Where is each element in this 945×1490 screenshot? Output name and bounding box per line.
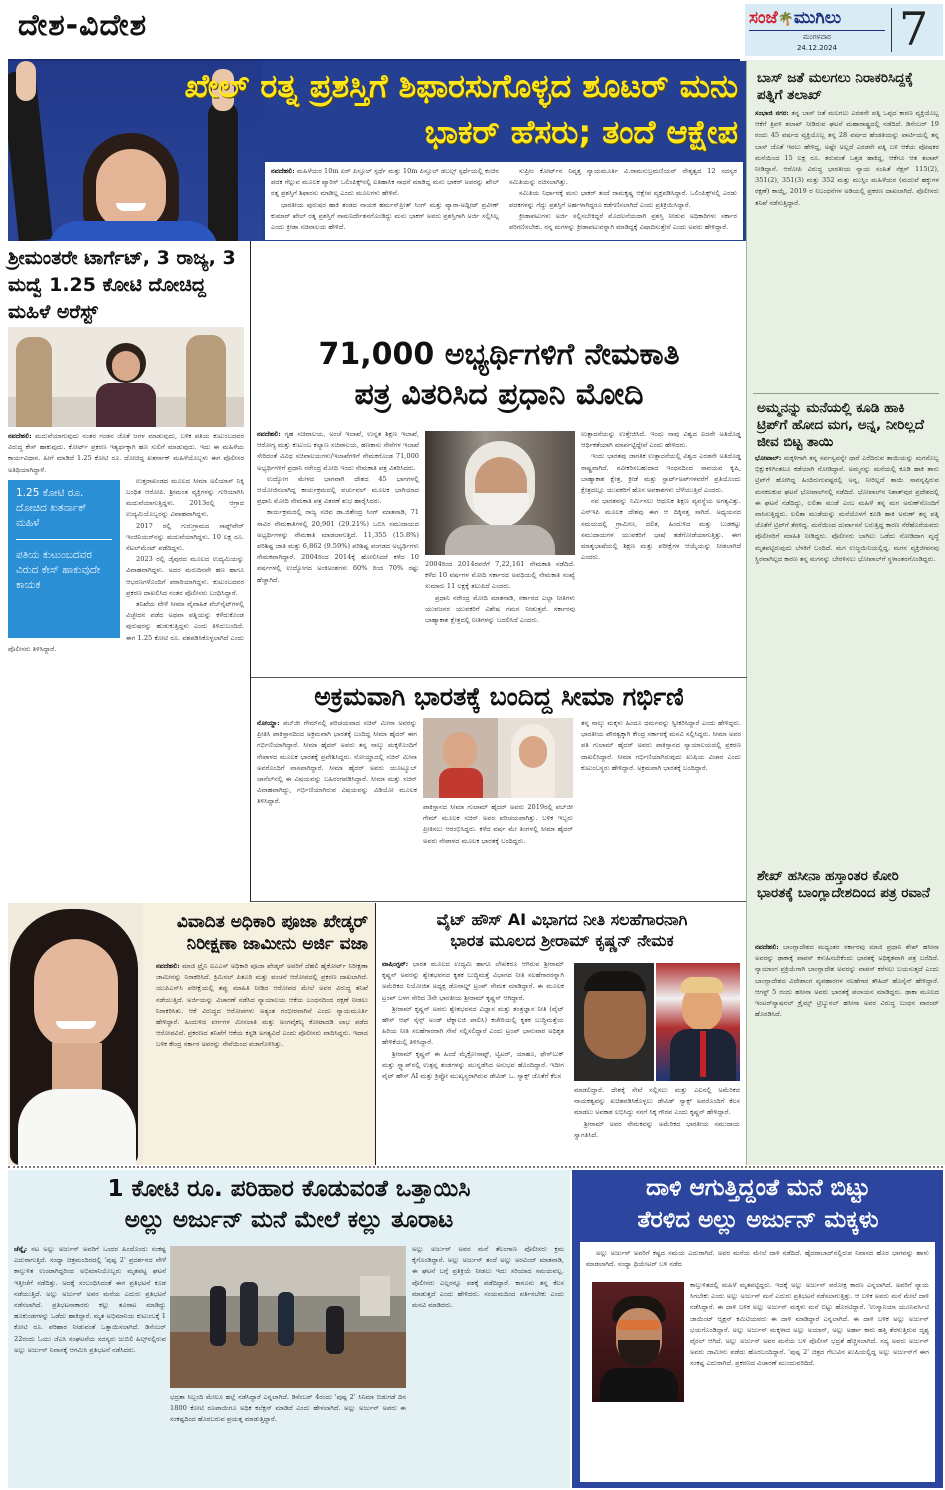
left-story-dateline: ನವದೆಹಲಿ: bbox=[8, 432, 32, 440]
paragraph: ಶ್ರೀರಾಮ್ ಅವರ ನೇಮಕವನ್ನು ಅಮೆರಿಕದ ಭಾರತೀಯ ಸಮುದಾಯ ಸ್ವಾಗತಿಸಿದೆ. bbox=[574, 1119, 740, 1139]
masthead-name-part2: ಮುಗಿಲು bbox=[793, 8, 842, 28]
allu-col2 bbox=[170, 1392, 406, 1484]
paragraph: ಇಂದು ಭಾರತವು ಜಾಗತಿಕ ಉತ್ಪಾದನೆಯಲ್ಲಿ ವಿಶ್ವದ ಎರಡನೇ ಅತಿದೊಡ್ಡ ರಾಷ್ಟ್ರವಾಗಿದೆ. ನವೀಕರಿಸಬಹುದಾದ ಇಂಧನದಿಂದ ಸಾವಯವ ಕೃಷಿ, ಬಾಹ್ಯಾಕಾಶ ಕ್ಷೇತ್ರ, ಕ್ರೀಡೆ ಮತ್ತು ಸ್ಟಾರ್ಟ್‌ಅಪ್‌ಗಳವರೆಗೆ ಪ್ರತಿಯೊಂದು ಕ್ಷೇತ್ರದಲ್ಲೂ ಯುವಕರಿಗೆ ಹೊಸ ಅವಕಾಶಗಳು ಬೆಳೆಯುತ್ತಿವೆ ಎಂದರು. bbox=[581, 452, 741, 495]
pooja-photo bbox=[8, 903, 143, 1165]
paragraph: ಮಕ್ಕಳಿಗಾಗಿ ತನ್ನ ಸರ್ವಸ್ವವನ್ನೇ ಧಾರೆ ಎರೆದಿರುವ ತಾಯಿಯನ್ನು ಮಗನೊಬ್ಬ ಭಿಕ್ಷುಕಳಿಗಿಂತಲೂ ಕಡೆಯಾಗಿ ನೋಡಿದ್ದಾನೆ. ಅಮ್ಮನನ್ನು ಮನೆಯಲ್ಲಿ ಕೂಡಿ ಹಾಕಿ ತಾನು ಟ್ರಿಪ್‌ಗೆ ಹೋಗಿದ್ದ ಹಿಂದಿರುಗುವಷ್ಟರಲ್ಲಿ ಅನ್ನ, ನೀರಿಲ್ಲದೆ ತಾಯಿ ಸಾವನ್ನಪ್ಪಿರುವ ಮನಕಲಕುವ ಘಟನೆ ಭೋಪಾಲ್‌ನಲ್ಲಿ ನಡೆದಿದೆ. ಭೋಪಾಲ್‌ನ ನಿಶಾತ್‌ಪುರ ಪ್ರದೇಶದಲ್ಲಿ ಈ ಘಟನೆ ನಡೆದಿದ್ದು, ಲಲಿತಾ ಮುಡೆ ಎಂಬ ಮಹಿಳೆ ತನ್ನ ಮಗ ಅರುಣ್‌ನೊಂದಿಗೆ ವಾಸಿಸುತ್ತಿದ್ದರು. ಲಲಿತಾ ಮುಡೆಯನ್ನು ಮನೆಯೊಳಗೆ ಕೂಡಿ ಹಾಕಿ ಅರುಣ್ ತನ್ನ ಪತ್ನಿ ಜೊತೆಗೆ ಟ್ರಿಪ್‌ಗೆ ತೆರಳಿದ್ದ. ಮನೆಯಿಂದ ದುರ್ವಾಸನೆ ಬರುತ್ತಿದ್ದ ಕಾರಣ ನೆರೆಹೊರೆಯವರು ಪೊಲೀಸರಿಗೆ ಮಾಹಿತಿ ನೀಡಿದ್ದರು. ಪೊಲೀಸರು ಬಾಗಿಲು ಒಡೆದು ನೋಡಿದಾಗ ವೃದ್ಧೆ ಮೃತಪಟ್ಟಿರುವುದು ಬೆಳಕಿಗೆ ಬಂದಿದೆ. ಮಗ ಉಜ್ಜಯಿನಿಯಲ್ಲಿದ್ದ. ಮಗನ ವ್ಯಕ್ತಿಜೀವನವು ಸ್ಥಿರವಾಗಿಲ್ಲದ ಕಾರಣ ತನ್ನ ಮಗನನ್ನು ಬೇರಳಿಸಲು ಭೋಪಾಲ್‌ಗೆ ಸ್ಥಳಾಂತರಗೊಂಡಿದ್ದರು. bbox=[755, 454, 939, 563]
ai-headline bbox=[382, 909, 742, 951]
rail-divider bbox=[753, 393, 939, 394]
left-story bbox=[8, 241, 250, 901]
lead-story bbox=[8, 61, 746, 241]
left-story-body bbox=[8, 431, 244, 896]
allu-kids-body-box bbox=[580, 1242, 935, 1482]
allu-dateline: ಚೆನ್ನೈ: bbox=[14, 1245, 28, 1253]
paragraph: ಅಲ್ಲು ಅರ್ಜುನ್ ಅವರ ಮನೆ ತೆಲಂಗಾಣ ಪೊಲೀಸರು ಕ್ರಮ ಕೈಗೊಂಡಿದ್ದಾರೆ. ಅಲ್ಲು ಅರ್ಜುನ್ ತಂದೆ ಅಲ್ಲು ಅರವಿಂದ್ ಮಾತನಾಡಿ, ಈ ಘಟನೆ ಬಗ್ಗೆ ಪ್ರತಿಕ್ರಿಯೆ ನೀಡಲು ಇದು ಸರಿಯಾದ ಸಮಯವಲ್ಲ. ಪೊಲೀಸರು ಎಲ್ಲರನ್ನೂ ವಶಕ್ಕೆ ಪಡೆದಿದ್ದಾರೆ. ಕಾನೂನು ತನ್ನ ಕೆಲಸ ಮಾಡುತ್ತದೆ ಎಂದು ಹೇಳಿದರು. ಸಂಯಮದಿಂದ ವರ್ತಿಸಬೇಕು ಎಂದು ಮನವಿ ಮಾಡಿದರು. bbox=[412, 1245, 564, 1310]
callout-line2: ಪತಿಯ ಕುಟುಂಬದವರ ವಿರುದ ಕೇಸ್ ಹಾಕುವುದೇ ಕಾಯಕ bbox=[16, 548, 101, 591]
section-title: ದೇಶ-ವಿದೇಶ bbox=[18, 8, 148, 43]
allu-arjun-photo bbox=[592, 1282, 684, 1402]
paragraph: 2004ರಿಂದ 2014ರವರೆಗೆ 7,22,161 ನೇಮಕಾತಿ ನಡೆದಿದೆ. ಕಳೆದ 10 ವರ್ಷಗಳ ಮೋದಿ ಸರ್ಕಾರದ ಅವಧಿಯಲ್ಲಿ ನೇಮಕಾತಿ ಸಂಖ್ಯೆ ಸುಮಾರು 11 ಲಕ್ಷಕ್ಕೆ ತಲುಪಿದೆ ಎಂದರು. bbox=[425, 560, 575, 591]
paragraph: ತನಿಖೆಯ ವೇಳೆ ಸೀಮಾ ವೈವಾಹಿಕ ವೆಬ್‌ಸೈಟ್‌ಗಳಲ್ಲಿ ವಿಚ್ಛೇದನ ಪಡೆದ ಅಥವಾ ಪತ್ನಿಯನ್ನು ಕಳೆದುಕೊಂಡ ಪುರುಷರನ್ನು ಹುಡುಕುತ್ತಿದ್ದಳು ಎಂದು ತಿಳಿದುಬಂದಿದೆ. ಈಗ 1.25 ಕೋಟಿ ರೂ. ವಶಪಡಿಸಿಕೊಳ್ಳಲಾಗಿದೆ ಎಂದು ಪೊಲೀಸರು ತಿಳಿಸಿದ್ದಾರೆ. bbox=[8, 600, 244, 653]
paragraph: ಪ್ರಧಾನಿ ನರೇಂದ್ರ ಮೋದಿ ಮಾತನಾಡಿ, ಸರ್ಕಾರದ ಎಲ್ಲಾ ನೀತಿಗಳು ಯುವಜನರ ಯುವಕರಿಗೆ ವಿಶೇಷ ಗಮನ ನೀಡುತ್ತವೆ. ಸರ್ಕಾರವು ಬಾಹ್ಯಾಕಾಶ ಕ್ಷೇತ್ರದಲ್ಲಿ ನೀತಿಗಳನ್ನು ಬದಲಿಸಿದೆ ಎಂದರು. bbox=[425, 593, 575, 625]
modi-col2 bbox=[425, 559, 575, 675]
pooja-headline bbox=[128, 911, 368, 955]
allu-kids-story bbox=[572, 1170, 943, 1488]
allu-kids-headline bbox=[578, 1172, 938, 1236]
seema-story bbox=[250, 680, 746, 902]
masthead-underline bbox=[749, 30, 885, 31]
allu-kids-text bbox=[690, 1280, 929, 1404]
paragraph: ಪಾಕಿಸ್ತಾನದ ಸೀಮಾ ಗುಲಾಮ್ ಹೈದರ್ ಅವರು 2019ರಲ್ಲಿ ಪಬ್‌ಜೀ ಗೇಮ್ ಮೂಲಕ ಸಚಿನ್ ಅವರ ಪರಿಚಯವಾಗಿತ್ತು. ಬಳಿಕ ಇಬ್ಬರು ಪ್ರೀತಿಸಲು ಆರಂಭಿಸಿದ್ದರು. ಕಳೆದ ವರ್ಷ ಮೇ ತಿಂಗಳಲ್ಲಿ ಸೀಮಾ ಹೈದರ್ ಅವರು ನೇಪಾಳದ ಮೂಲಕ ಭಾರತಕ್ಕೆ ಬಂದಿದ್ದರು. bbox=[423, 803, 573, 845]
paragraph: ಕ್ರೀಡಾಪಟುಗಳು ಅರ್ಜಿ ಸಲ್ಲಿಸಬೇಕಿದ್ದರೆ ಮೊದಲನೆಯದಾಗಿ ಪ್ರಶಸ್ತಿ ನೀಡುವ ಅಧಿಕಾರಿಗಳು ಸರ್ಕಾರ ಪರಿಗಣಿಸಬೇಕು. ನನ್ನ ಮಗಳನ್ನು ಕ್ರೀಡಾಪಟುವನ್ನಾಗಿ ಮಾಡಿದ್ದಕ್ಕೆ ವಿಷಾದಿಸುತ್ತೇನೆ ಎಂದು ಅವರು ಹೇಳಿದ್ದಾರೆ. bbox=[509, 211, 737, 232]
palm-tree-icon: 🌴 bbox=[777, 12, 794, 27]
modi-headline bbox=[255, 335, 743, 415]
page-number: 7 bbox=[899, 2, 929, 56]
modi-col1 bbox=[257, 429, 419, 675]
allu-kids-intro bbox=[586, 1248, 929, 1280]
paragraph: ತನ್ನ ಬಾಸ್ ಜತೆ ಮಲಗಲು ಎರಡನೇ ಪತ್ನಿ ಒಪ್ಪದ ಕಾರಣ ವ್ಯಕ್ತಿಯೊಬ್ಬ ಆಕೆಗೆ ತ್ರಿವಳಿ ತಲಾಖ್ ನೀಡಿರುವ ಘಟನೆ ಮಹಾರಾಷ್ಟ್ರದಲ್ಲಿ ನಡೆದಿದೆ. ಡಿಸೆಂಬರ್ 19 ರಂದು 45 ವರ್ಷದ ವ್ಯಕ್ತಿಯೊಬ್ಬ ತನ್ನ 28 ವರ್ಷದ ಹೆಂಡತಿಯನ್ನು ಪಾರ್ಟಿಯಲ್ಲಿ ತನ್ನ ಬಾಸ್ ಜೊತೆ ಇರಲು ಹೇಳಿದ್ದ, ಅಷ್ಟೇ ಅಲ್ಲದೆ ಎರಡನೇ ಪತ್ನಿ ಬಳಿ ಆಕೆಯ ಪೋಷಕರ ಮನೆಯಿಂದ 15 ಲಕ್ಷ ರೂ. ತರುವಂತೆ ಒತ್ತಡ ಹಾಕಿದ್ದ, ಆಕೆಗೂ ಆತ ತಲಾಖ್ ನೀಡಿದ್ದಾನೆ. ಆರೋಪಿ ವಿರುದ್ಧ ಭಾರತೀಯ ನ್ಯಾಯ ಸಂಹಿತೆ ಸೆಕ್ಷನ್ 115(2), 351(2), 351(3) ಮತ್ತು 352 ಮತ್ತು ಮುಸ್ಲಿಂ ಮಹಿಳೆಯರ (ಮದುವೆ ಹಕ್ಕುಗಳ ರಕ್ಷಣೆ) ಕಾಯ್ದೆ, 2019 ರ ನಿಬಂಧನೆಗಳ ಅಡಿಯಲ್ಲಿ ಪ್ರಕರಣ ದಾಖಲಾಗಿದೆ. ಪೊಲೀಸರು ತನಿಖೆ ನಡೆಸುತ್ತಿದ್ದಾರೆ. bbox=[755, 109, 939, 207]
paragraph: 2023 ರಲ್ಲಿ ಜೈಪುರದ ಮೂಲದ ಉದ್ಯಮಿಯನ್ನು ವಿವಾಹವಾಗಿದ್ದಳು. ಅದರ ಮರುದಿನವೇ ಹಣ ಹಾಗೂ ಆಭರಣಗಳೊಂದಿಗೆ ಪರಾರಿಯಾಗಿದ್ದಳು. ಕುಟುಂಬದವರ ಪ್ರಕರಣ ದಾಖಲಿಸಿದ ನಂತರ ಪೊಲೀಸರು ಬಂಧಿಸಿದ್ದಾರೆ. bbox=[126, 555, 244, 597]
paragraph: ಉದ್ಯೋಗ ಮೇಳದ ಭಾಗವಾಗಿ ದೇಶದ 45 ಭಾಗಗಳಲ್ಲಿ ಆಯೋಜಿಸಲಾಗಿದ್ದ ಕಾರ್ಯಕ್ರಮದಲ್ಲಿ ವರ್ಚುವಲ್ ಮೂಲಕ ಭಾಗಿಯಾದ ಪ್ರಧಾನಿ ಮೋದಿ ನೇಮಕಾತಿ ಪತ್ರ ವಿತರಣೆ ಶುಭ ಹಾರೈಸಿದರು. bbox=[257, 474, 419, 506]
rail-story2-headline: ಅಮ್ಮನನ್ನು ಮನೆಯಲ್ಲಿ ಕೂಡಿ ಹಾಕಿ ಟ್ರಿಪ್‌ಗೆ ಹೋದ ಮಗ, ಅನ್ನ, ನೀರಿಲ್ಲದೆ ಜೀವ ಬಿಟ್ಟ ತಾಯಿ bbox=[757, 400, 924, 450]
paragraph: ಮಾಡಲಿದ್ದಾರೆ. ದೇಶಕ್ಕೆ ಸೇವೆ ಸಲ್ಲಿಸಲು ಮತ್ತು ಎಐನಲ್ಲಿ ಅಮೆರಿಕದ ನಾಯಕತ್ವವನ್ನು ಖಚಿತಪಡಿಸಿಕೊಳ್ಳಲು ಡೇವಿಡ್ ಸ್ಯಾಕ್ಸ್ ಅವರೊಂದಿಗೆ ಕೆಲಸ ಮಾಡಲು ಅವಕಾಶ ಲಭಿಸಿದ್ದು ನನಗೆ ಸಿಕ್ಕ ಗೌರವ ಎಂದು ಕೃಷ್ಣನ್ ಹೇಳಿದ್ದಾರೆ. bbox=[574, 1086, 740, 1117]
ai-photo bbox=[574, 963, 740, 1081]
lead-headline bbox=[18, 63, 738, 155]
seema-col1 bbox=[257, 718, 417, 898]
modi-headline-line1: 71,000 ಅಭ್ಯರ್ಥಿಗಳಿಗೆ ನೇಮಕಾತಿ bbox=[318, 337, 680, 372]
pooja-story bbox=[8, 903, 375, 1165]
modi-dateline: ನವದೆಹಲಿ: bbox=[257, 430, 281, 438]
ai-story bbox=[375, 903, 746, 1165]
paragraph: ಶ್ರೀರಾಮ್ ಕೃಷ್ಣನ್ ಈ ಹಿಂದೆ ಮೈಕ್ರೋಸಾಫ್ಟ್, ಟ್ವಿಟರ್, ಯಾಹೂ, ಫೇಸ್‌ಬುಕ್ ಮತ್ತು ಸ್ನ್ಯಾಪ್‌ನಲ್ಲಿ ಉತ್ಪನ್ನ ತಂಡಗಳನ್ನು ಮುನ್ನಡೆಸಿದ ಅನುಭವ ಹೊಂದಿದ್ದಾರೆ. ಇದೀಗ ವೈಟ್ ಹೌಸ್ AI ಮತ್ತು ಕ್ರಿಪ್ಟೋ ಮುಖ್ಯಸ್ಥರಾಗಿರುವ ಡೇವಿಡ್ ಒ. ಸ್ಯಾಕ್ಸ್ ಜೊತೆಗೆ ಕೆಲಸ bbox=[382, 1049, 564, 1081]
paragraph: ಗೃಹ ಸಚಿವಾಲಯ, ಅಂಚೆ ಇಲಾಖೆ, ಉನ್ನತ ಶಿಕ್ಷಣ ಇಲಾಖೆ, ಆರೋಗ್ಯ ಮತ್ತು ಕುಟುಂಬ ಕಲ್ಯಾಣ ಸಚಿವಾಲಯ, ಹಣಕಾಸು ಸೇವೆಗಳ ಇಲಾಖೆ ಸೇರಿದಂತೆ ವಿವಿಧ ಸಚಿವಾಲಯಗಳು/ಇಲಾಖೆಗಳಿಗೆ ನೇಮಕಗೊಂಡ 71,000 ಅಭ್ಯರ್ಥಿಗಳಿಗೆ ಪ್ರಧಾನಿ ನರೇಂದ್ರ ಮೋದಿ ಇಂದು ನೇಮಕಾತಿ ಪತ್ರ ವಿತರಿಸಿದರು. bbox=[257, 430, 419, 472]
rail-story3-dateline: ನವದೆಹಲಿ: bbox=[755, 943, 779, 951]
pooja-headline-line1: ವಿವಾದಿತ ಅಧಿಕಾರಿ ಪೂಜಾ ಖೇಡ್ಕರ್ bbox=[176, 912, 368, 932]
rail-story1-dateline: ಸಂಭಾಜಿ ನಗರ: bbox=[755, 109, 789, 117]
paragraph: ಬಾಂಗ್ಲಾದೇಶದ ಮಧ್ಯಂತರ ಸರ್ಕಾರವು ಮಾಜಿ ಪ್ರಧಾನಿ ಶೇಖ್ ಹಸೀನಾ ಅವರನ್ನು ಢಾಕಾಕ್ಕೆ ವಾಪಸ್ ಕಳುಹಿಸಬೇಕೆಂದು ಭಾರತಕ್ಕೆ ಅಧಿಕೃತವಾಗಿ ಪತ್ರ ಬರೆದಿದೆ. ನ್ಯಾಯಾಂಗ ಪ್ರಕ್ರಿಯೆಗಾಗಿ ಬಾಂಗ್ಲಾದೇಶ ಅವರನ್ನು ವಾಪಸ್ ಕರೆಸಲು ಬಯಸುತ್ತದೆ ಎಂದು ಬಾಂಗ್ಲಾದೇಶದ ವಿದೇಶಾಂಗ ವ್ಯವಹಾರಗಳ ಸಲಹೆಗಾರ ತೌಹಿದ್ ಹೊಸೈನ್ ಹೇಳಿದ್ದಾರೆ. ಆಗಸ್ಟ್ 5 ರಂದು ಹಸೀನಾ ಅವರು ಭಾರತಕ್ಕೆ ಪಲಾಯನ ಮಾಡಿದ್ದರು. ಢಾಕಾ ಮೂಲದ ಇಂಟರ್‌ನ್ಯಾಷನಲ್ ಕ್ರೈಮ್ಸ್ ಟ್ರಿಬ್ಯುನಲ್ ಹಸೀನಾ ಅವರ ವಿರುದ್ಧ ಬಂಧನ ವಾರಂಟ್ ಹೊರಡಿಸಿದೆ. bbox=[755, 943, 939, 1019]
seema-headline: ಅಕ್ರಮವಾಗಿ ಭಾರತಕ್ಕೆ ಬಂದಿದ್ದ ಸೀಮಾ ಗರ್ಭಿಣಿ bbox=[314, 682, 684, 711]
paragraph: ಉತ್ತರಾಖಂಡದ ಮೂಲದ ಸೀಮಾ ಅಲಿಯಾಸ್ ನಿಕ್ಕಿ ಬಂಧಿತ ಆರೋಪಿ. ಶ್ರೀಮಂತ ವ್ಯಕ್ತಿಗಳನ್ನು ಗುರಿಯಾಗಿಸಿ ಮದುವೆಯಾಗುತ್ತಿದ್ದಳು. 2013ರಲ್ಲಿ ಆಗ್ರಾದ ಉದ್ಯಮಿಯೊಬ್ಬರನ್ನು ವಿವಾಹವಾಗಿದ್ದಳು. bbox=[126, 476, 244, 519]
pooja-headline-line2: ನಿರೀಕ್ಷಣಾ ಜಾಮೀನು ಅರ್ಜಿ ವಜಾ bbox=[186, 934, 368, 954]
left-story-photo bbox=[8, 327, 244, 427]
paragraph: ಸುಪ್ರೀಂ ಕೋರ್ಟ್‌ನ ನಿವೃತ್ತ ನ್ಯಾಯಮೂರ್ತಿ ವಿ.ರಾಮಸುಬ್ರಮಣಿಯನ್ ನೇತೃತ್ವದ 12 ಸದಸ್ಯರ ಸಮಿತಿಯನ್ನು ರಚಿಸಲಾಗಿತ್ತು. bbox=[509, 167, 737, 187]
seema-col2 bbox=[423, 802, 573, 898]
paragraph: ಮದುವೆಯಾಗುವುದು ನಂತರ ಗಂಡನ ಜೊತೆ ಜಗಳ ಮಾಡುವುದು, ಬಳಿಕ ಪತಿಯ ಕುಟುಂಬದವರ ವಿರುದ್ಧ ಕೇಸ್ ಹಾಕುವುದು. ಕೋರ್ಟ್ ಪ್ರಕರಣ ಇತ್ಯರ್ಥಕ್ಕಾಗಿ ಹಣ ಸುಲಿಗೆ ಮಾಡುವುದು. ಇದು ಈ ಮಹಿಳೆಯ ಕಾರ್ಯವಿಧಾನ. ಹೀಗೆ ಮಾಡಿದೆ 1.25 ಕೋಟಿ ರೂ. ದೋಚಿದ್ದ ಖತರ್ನಾಕ್ ಮಹಿಳೆಯೊಬ್ಬಳು ಈಗ ಪೊಲೀಸರ ಅತಿಥಿಯಾಗಿದ್ದಾಳೆ. bbox=[8, 432, 244, 474]
paragraph: ಮಾಜಿ ಟ್ರೈನಿ ಐಎಎಸ್ ಅಧಿಕಾರಿ ಪೂಜಾ ಖೇಡ್ಕರ್ ಅವರಿಗೆ ದೆಹಲಿ ಹೈಕೋರ್ಟ್ ನಿರೀಕ್ಷಣಾ ಜಾಮೀನನ್ನು ನಿರಾಕರಿಸಿದೆ. ಕ್ರಿಮಿನಲ್ ಪಿತೂರಿ ಮತ್ತು ವಂಚನೆ ಆರೋಪದಲ್ಲಿ ಪ್ರಕರಣ ದಾಖಲಾಗಿದೆ. ಯುಪಿಎಸ್‌ಸಿ ಪರೀಕ್ಷೆಯಲ್ಲಿ ತಪ್ಪು ಮಾಹಿತಿ ನೀಡಿದ ಆರೋಪದ ಮೇಲೆ ಅವರ ವಿರುದ್ಧ ತನಿಖೆ ನಡೆಯುತ್ತಿದೆ. ಅರ್ಜಿಯನ್ನು ವಿಚಾರಣೆ ನಡೆಸಿದ ನ್ಯಾಯಾಲಯ ಆಕೆಯ ಬಂಧನದಿಂದ ರಕ್ಷಣೆ ನೀಡಲು ನಿರಾಕರಿಸಿತು. ಆಕೆ ವಿರುದ್ಧದ ಆರೋಪಗಳು ಅತ್ಯಂತ ಗಂಭೀರವಾಗಿವೆ ಎಂದು ನ್ಯಾಯಮೂರ್ತಿ ಹೇಳಿದ್ದಾರೆ. ಹಿಂದುಳಿದ ವರ್ಗಗಳ ಮೀಸಲಾತಿ ಮತ್ತು ಅಂಗವೈಕಲ್ಯ ಕೋಟಾದಡಿ ಲಾಭ ಪಡೆದ ಆರೋಪವಿದೆ. ಪ್ರಕರಣದ ತನಿಖೆಗೆ ಆಕೆಯ ಕಸ್ಟಡಿ ಅಗತ್ಯವಿದೆ ಎಂದು ಪೊಲೀಸರು ವಾದಿಸಿದ್ದರು. ಇದಾದ ಬಳಿಕ ಕೇಂದ್ರ ಸರ್ಕಾರ ಅವರನ್ನು ಸೇವೆಯಿಂದ ವಜಾಗೊಳಿಸಿತ್ತು. bbox=[156, 962, 368, 1049]
rail-story3-headline: ಶೇಖ್ ಹಸೀನಾ ಹಸ್ತಾಂತರ ಕೋರಿ ಭಾರತಕ್ಕೆ ಬಾಂಗ್ಲಾದೇಶದಿಂದ ಪತ್ರ ರವಾನೆ bbox=[757, 868, 930, 901]
pooja-dateline: ನವದೆಹಲಿ: bbox=[156, 962, 180, 970]
masthead-date: 24.12.2024 bbox=[796, 44, 838, 52]
paragraph: ಅಲ್ಲು ಅರ್ಜುನ್ ಅವರಿಗೆ ಕಷ್ಟದ ಸಮಯ ಎದುರಾಗಿದೆ. ಅವರ ಮನೆಯ ಮೇಲೆ ದಾಳಿ ನಡೆದಿದೆ. ಹೈದರಾಬಾದ್‌ನಲ್ಲಿರುವ ನಿವಾಸದ ಹೊರ ಭಾಗವನ್ನು ಹಾಳು ಮಾಡಲಾಗಿದೆ. ಸಂಧ್ಯಾ ಥಿಯೇಟರ್ ಬಳಿ ನಡೆದ bbox=[586, 1249, 929, 1269]
ai-headline-line2: ಭಾರತ ಮೂಲದ ಶ್ರೀರಾಮ್ ಕೃಷ್ಣನ್ ನೇಮಕ bbox=[450, 931, 674, 950]
lead-dateline: ನವದೆಹಲಿ: bbox=[271, 167, 295, 175]
lead-article-body bbox=[265, 162, 743, 240]
allu-photo bbox=[170, 1246, 406, 1388]
allu-col3 bbox=[412, 1244, 564, 1484]
paragraph: ಕಾಲ್ತುಳಿತದಲ್ಲಿ ಮಹಿಳೆ ಮೃತಪಟ್ಟಿದ್ದರು. ಇದಕ್ಕೆ ಅಲ್ಲು ಅರ್ಜುನ್ ಪರೋಕ್ಷ ಕಾರಣ ಎನ್ನಲಾಗಿದೆ. ಅವರಿಗೆ ನ್ಯಾಯ ಸಿಗಬೇಕು ಎಂದು ಅಲ್ಲು ಅರ್ಜುನ್ ಮನೆ ಎದುರು ಪ್ರತಿಭಟನೆ ನಡೆಸಲಾಗುತ್ತಿತ್ತು. ಆ ಬಳಿಕ ಅವರು ಮನೆ ಮೇಲೆ ದಾಳಿ ನಡೆಸಿದ್ದಾರೆ. ಈ ದಾಳಿ ಬಳಿಕ ಅಲ್ಲು ಅರ್ಜುನ್ ಮಕ್ಕಳು ಮನೆ ಬಿಟ್ಟು ಹೊರಟಿದ್ದಾರೆ. 'ಉಸ್ಮಾನಿಯಾ ಯೂನಿವರ್ಸಿಟಿ ಜಾಯಿಂಟ್ ಆ್ಯಕ್ಷನ್ ಕಮಿಟಿಯವರು ಈ ದಾಳಿ ಮಾಡಿದ್ದಾರೆ ಎನ್ನಲಾಗಿದೆ. ಈ ದಾಳಿ ಬಳಿಕ ಅಲ್ಲು ಅರ್ಜುನ್ ಭಯಗೊಂಡಿದ್ದಾರೆ. ಅಲ್ಲು ಅರ್ಜುನ್ ಮಕ್ಕಳಾದ ಅಲ್ಲು ಅಯಾನ್, ಅಲ್ಲು ಅರ್ಹಾ ಕಾರು ಹತ್ತಿ ತೆರಳುತ್ತಿರುವ ದೃಶ್ಯ ವೈರಲ್ ಆಗಿದೆ. ಅಲ್ಲು ಅರ್ಜುನ್ ಅವರ ಮನೆಯ ಬಳಿ ಪೊಲೀಸ್ ಭದ್ರತೆ ಹೆಚ್ಚಿಸಲಾಗಿದೆ. ಸದ್ಯ ಅವರು ಅರ್ಜುನ್ ಅವರು ಜಾಮೀನು ಪಡೆದು ಹೊರಬಂದಿದ್ದಾರೆ. 'ಪುಷ್ಪ 2' ಚಿತ್ರದ ಗೆಲುವಿನ ಖುಷಿಯಲ್ಲಿದ್ದ ಅಲ್ಲು ಅರ್ಜುನ್‌ಗೆ ಈಗ ಸಂಕಷ್ಟ ಎದುರಾಗಿದೆ. ಪ್ರಕರಣದ ವಿಚಾರಣೆ ಮುಂದುವರಿದಿದೆ. bbox=[690, 1281, 929, 1368]
allu-headline-line1: 1 ಕೋಟಿ ರೂ. ಪರಿಹಾರ ಕೊಡುವಂತೆ ಒತ್ತಾಯಿಸಿ bbox=[107, 1176, 471, 1202]
ai-col1 bbox=[382, 959, 564, 1161]
paragraph: 2017 ರಲ್ಲಿ ಗುರುಗ್ರಾಮದ ಸಾಫ್ಟ್‌ವೇರ್ ಇಂಜಿನಿಯರ್‌ನನ್ನು ಮದುವೆಯಾಗಿದ್ದಳು. 10 ಲಕ್ಷ ರೂ. ಸೆಟಲ್‌ಮೆಂಟ್ ಪಡೆದಿದ್ದಳು. bbox=[126, 521, 244, 553]
paragraph: ಕಾರ್ಯಕ್ರಮದಲ್ಲಿ ರಾಜ್ಯ ಸಚಿವ ಡಾ.ಜಿತೇಂದ್ರ ಸಿಂಗ್ ಮಾತನಾಡಿ, 71 ಸಾವಿರ ನೇಮಕಾತಿಗಳಲ್ಲಿ 20,901 (29.21%) ಒಬಿಸಿ ಸಮುದಾಯದ ಅಭ್ಯರ್ಥಿಗಳನ್ನು ನೇಮಕಾತಿ ಮಾಡಲಾಗುತ್ತಿದೆ. 11,355 (15.8%) ಪರಿಶಿಷ್ಟ ಜಾತಿ ಮತ್ತು 6,862 (9.59%) ಪರಿಶಿಷ್ಟ ಪಂಗಡದ ಅಭ್ಯರ್ಥಿಗಳು ನೇಮಕವಾಗಿದ್ದಾರೆ. 2004ರಿಂದ 2014ಕ್ಕೆ ಹೋಲಿಸಿದರೆ ಕಳೆದ 10 ವರ್ಷಗಳಲ್ಲಿ ಉದ್ಯೋಗದ ಅಂಕಿಅಂಶಗಳು 60% ರಿಂದ 70% ರಷ್ಟು ಹೆಚ್ಚಾಗಿದೆ. bbox=[257, 508, 419, 584]
ai-dateline: ವಾಷಿಂಗ್ಟನ್: bbox=[382, 960, 409, 968]
pooja-body bbox=[156, 961, 368, 1161]
paragraph: ಭಾರತ ಮೂಲದ ಉದ್ಯಮಿ ಹಾಗೂ ಲೇಖಕರೂ ಆಗಿರುವ ಶ್ರೀರಾಮ್ ಕೃಷ್ಣನ್ ಅವರನ್ನು ಶ್ವೇತಭವನದ ಕೃತಕ ಬುದ್ಧಿಮತ್ತೆ ವಿಭಾಗದ ನೀತಿ ಸಲಹೆಗಾರರನ್ನಾಗಿ ಅಮೆರಿಕದ ನಿಯೋಜಿತ ಅಧ್ಯಕ್ಷ ಡೊನಾಲ್ಡ್ ಟ್ರಂಪ್ ನೇಮಕ ಮಾಡಿದ್ದಾರೆ. ಈ ಮೂಲಕ ಟ್ರಂಪ್ ಬಳಗ ಸೇರಿದ 3ನೇ ಭಾರತೀಯ ಶ್ರೀರಾಮ್ ಕೃಷ್ಣನ್ ಆಗಿದ್ದಾರೆ. bbox=[382, 960, 564, 1002]
allu-kids-headline-line2: ತೆರಳಿದ ಅಲ್ಲು ಅರ್ಜುನ್ ಮಕ್ಕಳು bbox=[637, 1207, 879, 1233]
paragraph: ತನ್ನ ನಾಲ್ಕು ಮಕ್ಕಳು ಹಿಂದೂ ಧರ್ಮವನ್ನು ಸ್ವೀಕರಿಸಿದ್ದಾರೆ ಎಂದು ಹೇಳಿದ್ದರು. ಭಾರತೀಯ ಪೌರತ್ವಕ್ಕಾಗಿ ಕೇಂದ್ರ ಸರ್ಕಾರಕ್ಕೆ ಮನವಿ ಸಲ್ಲಿಸಿದ್ದರು. ಸೀಮಾ ಅವರ ಪತಿ ಗುಲಾಮ್ ಹೈದರ್ ಅವರು ಪಾಕಿಸ್ತಾನದ ನ್ಯಾಯಾಲಯದಲ್ಲಿ ಪ್ರಕರಣ ದಾಖಲಿಸಿದ್ದಾರೆ. ಸೀಮಾ ಗರ್ಭಿಣಿಯಾಗಿರುವುದು ಖುಷಿಯ ವಿಚಾರ ಎಂದು ಕುಟುಂಬಸ್ಥರು ಹೇಳಿದ್ದಾರೆ. ಅಕ್ರಮವಾಗಿ ಭಾರತಕ್ಕೆ ಬಂದಿದ್ದಾರೆ. bbox=[581, 719, 741, 772]
section-separator bbox=[8, 1166, 943, 1169]
allu-headline-line2: ಅಲ್ಲು ಅರ್ಜುನ್ ಮನೆ ಮೇಲೆ ಕಲ್ಲು ತೂರಾಟ bbox=[124, 1207, 454, 1233]
callout-box bbox=[8, 480, 120, 638]
allu-headline bbox=[12, 1174, 566, 1236]
paragraph: ಮಹಿಳೆಯರ 10m ಏರ್ ಪಿಸ್ತೂಲ್ ಸ್ಪರ್ಧೆ ಮತ್ತು 10m ಪಿಸ್ತೂಲ್ ಡಬಲ್ಸ್ ಸ್ಪರ್ಧೆಯಲ್ಲಿ ಕಂಚಿನ ಪದಕ ಗೆಲ್ಲುವ ಮೂಲಕ ಪ್ಯಾರಿಸ್ ಒಲಿಂಪಿಕ್ಸ್‌ನಲ್ಲಿ ಐತಿಹಾಸಿಕ ಸಾಧನೆ ಮಾಡಿದ್ದ ಮನು ಭಾಕರ್ ಅವರನ್ನು ಖೇಲ್ ರತ್ನ ಪ್ರಶಸ್ತಿಗೆ ಶಿಫಾರಸು ಮಾಡಿಲ್ಲ ಎಂದು ಮೂಲಗಳು ಹೇಳಿವೆ. bbox=[271, 167, 499, 198]
ai-col2 bbox=[574, 1085, 740, 1161]
paragraph: ಪಬ್‌ಜೀ ಗೇಮ್‌ನಲ್ಲಿ ಪರಿಚಯವಾದ ಸಚಿನ್ ಮೀನಾ ಅವರನ್ನು ಪ್ರೀತಿಸಿ ಪಾಕಿಸ್ತಾನದಿಂದ ಅಕ್ರಮವಾಗಿ ಭಾರತಕ್ಕೆ ಬಂದಿದ್ದ ಸೀಮಾ ಹೈದರ್ ಈಗ ಗರ್ಭಿಣಿಯಾಗಿದ್ದಾರೆ. ಸೀಮಾ ಹೈದರ್ ಅವರು ತನ್ನ ನಾಲ್ಕು ಮಕ್ಕಳೊಂದಿಗೆ ನೇಪಾಳದ ಮೂಲಕ ಭಾರತಕ್ಕೆ ಪ್ರವೇಶಿಸಿದ್ದರು. ನೋಯ್ಡಾದಲ್ಲಿ ಸಚಿನ್ ಮೀನಾ ಅವರೊಂದಿಗೆ ವಾಸವಾಗಿದ್ದಾರೆ. ಸೀಮಾ ಹೈದರ್ ಅವರು ಯೂಟ್ಯೂಬ್ ಚಾನೆಲ್‌ನಲ್ಲಿ ಈ ವಿಷಯವನ್ನು ಬಹಿರಂಗಪಡಿಸಿದ್ದಾರೆ. ಸೀಮಾ ಮತ್ತು ಸಚಿನ್ ವಿವಾಹವಾಗಿದ್ದು, ಗರ್ಭಿಣಿಯಾಗಿರುವ ವಿಷಯವನ್ನು ವಿಡಿಯೋ ಮೂಲಕ ತಿಳಿಸಿದ್ದಾರೆ. bbox=[257, 719, 417, 806]
paragraph: ನವ ಭಾರತವನ್ನು ನಿರ್ಮಿಸಲು ಆಧುನಿಕ ಶಿಕ್ಷಣ ವ್ಯವಸ್ಥೆಯ ಅಗತ್ಯವಿತ್ತು. ಎನ್‌ಇಪಿ ಮೂಲಕ ದೇಶವು ಈಗ ಆ ದಿಕ್ಕಿನತ್ತ ಸಾಗಿದೆ. ಅಧ್ಯಯನದ ಸಮಯದಲ್ಲಿ ಗ್ರಾಮೀಣ, ದಲಿತ, ಹಿಂದುಳಿದ ಮತ್ತು ಬುಡಕಟ್ಟು ಸಮುದಾಯಗಳ ಯುವಕರಿಗೆ ಭಾಷೆ ತಡೆಗೋಡೆಯಾಗುತ್ತಿತ್ತು. ಈಗ ಮಾತೃಭಾಷೆಯಲ್ಲಿ ಶಿಕ್ಷಣ ಮತ್ತು ಪರೀಕ್ಷೆಗಳ ಆಯ್ಕೆಯನ್ನು ನೀಡಲಾಗಿದೆ ಎಂದರು. bbox=[581, 497, 741, 562]
callout-divider bbox=[16, 539, 112, 540]
rail-story1-headline: ಬಾಸ್ ಜತೆ ಮಲಗಲು ನಿರಾಕರಿಸಿದ್ದಕ್ಕೆ ಪತ್ನಿಗೆ ತಲಾಖ್ bbox=[757, 70, 913, 103]
right-rail bbox=[746, 60, 945, 1165]
callout-line1: 1.25 ಕೋಟಿ ರೂ. ದೋಚಿದ ಖತರ್ನಾಕ್ ಮಹಿಳೆ bbox=[16, 486, 87, 529]
rail-story2-dateline: ಭೋಪಾಲ್: bbox=[755, 454, 782, 462]
paragraph: ನಟ ಅಲ್ಲು ಅರ್ಜುನ್ ಅವರಿಗೆ ಒಂದರ ಹಿಂದೊಂದು ಸಂಕಷ್ಟ ಎದುರಾಗುತ್ತಿದೆ. ಸಂಧ್ಯಾ ಚಿತ್ರಮಂದಿರದಲ್ಲಿ 'ಪುಷ್ಪ 2' ಪ್ರದರ್ಶನದ ವೇಳೆ ಕಾಲ್ತುಳಿತ ಉಂಟಾಗಿದ್ದರಿಂದ ಅಭಿಮಾನಿಯೊಬ್ಬರು ಮೃತಪಟ್ಟ ಘಟನೆ ಇತ್ತೀಚೆಗೆ ನಡೆದಿತ್ತು. ಅದಕ್ಕೆ ಸಂಬಂಧಿಸಿದಂತೆ ಈಗ ಪ್ರತಿಭಟನೆ ಕೂಡ ನಡೆಯುತ್ತಿದೆ. ಅಲ್ಲು ಅರ್ಜುನ್ ಅವರ ಮನೆಯ ಎದುರು ಪ್ರತಿಭಟನೆ ನಡೆಸಲಾಗಿದೆ. ಪ್ರತಿಭಟನಾಕಾರರು ಕಲ್ಲು ತೂರಾಟ ಮಾಡಿದ್ದು ಹೂಕುಂಡಗಳನ್ನು ಒಡೆದು ಹಾಕಿದ್ದಾರೆ. ಮೃತ ಅಭಿಮಾನಿಯ ಕುಟುಂಬಕ್ಕೆ 1 ಕೋಟಿ ರೂ. ಪರಿಹಾರ ನೀಡುವಂತೆ ಒತ್ತಾಯಿಸಲಾಗಿದೆ. ಡಿಸೆಂಬರ್ 22ರಂದು ಓಯು ಜೆಎಸಿ ಸಂಘಟನೆಯ ಸದಸ್ಯರು ಜುಬಿಲಿ ಹಿಲ್ಸ್‌ನಲ್ಲಿರುವ ಅಲ್ಲು ಅರ್ಜುನ್ ನಿವಾಸಕ್ಕೆ ಆಗಮಿಸಿ ಪ್ರತಿಭಟನೆ ನಡೆಸಿದರು. bbox=[14, 1245, 166, 1354]
rail-story2-body bbox=[755, 453, 939, 873]
seema-dateline: ನೋಯ್ಡಾ: bbox=[257, 719, 280, 727]
rail-story1-body bbox=[755, 108, 939, 378]
allu-col1 bbox=[14, 1244, 166, 1484]
paragraph: ಭದ್ರತಾ ಸಿಬ್ಬಂದಿ ಮೇಲೂ ಹಲ್ಲೆ ನಡೆಸಿದ್ದಾರೆ ಎನ್ನಲಾಗಿದೆ. ಡಿಸೆಂಬರ್ 4ರಂದು 'ಪುಷ್ಪ 2' ಸಿನಿಮಾ ಬಿಡುಗಡೆ ದಿನ 1800 ಕೋಟಿ ರೂಪಾಯಿಗೂ ಅಧಿಕ ಕಲೆಕ್ಷನ್ ಮಾಡಿದೆ ಎಂದು ಹೇಳಲಾಗಿದೆ. ಅಲ್ಲು ಅರ್ಜುನ್ ಅವರು ಈ ಸಂಕಷ್ಟದಿಂದ ಹೊರಬರುವ ಪ್ರಯತ್ನ ಮಾಡುತ್ತಿದ್ದಾರೆ. bbox=[170, 1393, 406, 1424]
lead-headline-line1: ಖೇಲ್ ರತ್ನ ಪ್ರಶಸ್ತಿಗೆ ಶಿಫಾರಸುಗೊಳ್ಳದ ಶೂಟರ್ ಮನು bbox=[184, 67, 738, 105]
rail-story3-body bbox=[755, 942, 939, 1158]
ai-headline-line1: ವೈಟ್ ಹೌಸ್ AI ವಿಭಾಗದ ನೀತಿ ಸಲಹೆಗಾರನಾಗಿ bbox=[436, 910, 688, 929]
paragraph: ಉತ್ಪಾದನೆಯನ್ನು ಉತ್ತೇಜಿಸಿದೆ. ಇಂದು ನಾವು ವಿಶ್ವದ ಐದನೇ ಅತಿದೊಡ್ಡ ಆರ್ಥಿಕತೆಯಾಗಿ ಮಾರ್ಪಟ್ಟಿದ್ದೇವೆ ಎಂದು ಹೇಳಿದರು. bbox=[581, 430, 741, 450]
lead-headline-line2: ಭಾಕರ್ ಹೆಸರು; ತಂದೆ ಆಕ್ಷೇಪ bbox=[424, 113, 738, 151]
left-story-headline: ಶ್ರೀಮಂತರೇ ಟಾರ್ಗೆಟ್, 3 ರಾಜ್ಯ, 3 ಮದ್ವೆ 1.25 ಕೋಟಿ ದೋಚಿದ್ದ ಮಹಿಳೆ ಅರೆಸ್ಟ್ bbox=[8, 247, 236, 323]
paragraph: ಸಮಿತಿಯ ನಿರ್ಧಾರಕ್ಕೆ ಮನು ಭಾಕರ್ ತಂದೆ ರಾಮಕೃಷ್ಣ ಆಕ್ಷೇಪ ವ್ಯಕ್ತಪಡಿಸಿದ್ದಾರೆ. ಒಲಿಂಪಿಕ್ಸ್‌ನಲ್ಲಿ ಎರಡು ಪದಕಗಳನ್ನು ಗೆದ್ದು ಪ್ರಶಸ್ತಿಗೆ ಅರ್ಹಳಾಗಿದ್ದರೂ ಕಡೆಗಣಿಸಲಾಗಿದೆ ಎಂದು ಪ್ರತಿಕ್ರಿಯಿಸಿದ್ದಾರೆ. bbox=[509, 189, 737, 209]
modi-photo bbox=[425, 431, 575, 555]
masthead-logo bbox=[749, 8, 841, 28]
masthead bbox=[745, 4, 943, 56]
masthead-name-part1: ಸಂಜೆ bbox=[749, 8, 778, 28]
allu-kids-headline-line1: ದಾಳಿ ಆಗುತ್ತಿದ್ದಂತೆ ಮನೆ ಬಿಟ್ಟು bbox=[646, 1175, 870, 1201]
paragraph: ಭಾರತೀಯ ಪುರುಷರ ಹಾಕಿ ತಂಡದ ನಾಯಕ ಹರ್ಮನ್‌ಪ್ರೀತ್ ಸಿಂಗ್ ಮತ್ತು ಪ್ಯಾರಾ-ಅಥ್ಲೀಟ್ ಪ್ರವೀಣ್ ಕುಮಾರ್ ಖೇಲ್ ರತ್ನ ಪ್ರಶಸ್ತಿಗೆ ನಾಮನಿರ್ದೇಶನಗೊಂಡಿದ್ದು ಮನು ಭಾಕರ್ ಅವರು ಪ್ರಶಸ್ತಿಗಾಗಿ ಅರ್ಜಿ ಸಲ್ಲಿಸಿಲ್ಲ ಎಂದು ಕ್ರೀಡಾ ಸಚಿವಾಲಯ ಹೇಳಿದೆ. bbox=[271, 200, 499, 232]
paragraph: ಶ್ರೀರಾಮ್ ಕೃಷ್ಣನ್ ಅವರು ಶ್ವೇತಭವನದ ವಿಜ್ಞಾನ ಮತ್ತು ತಂತ್ರಜ್ಞಾನ ನೀತಿ (ವೈಟ್ ಹೌಸ್ ಆಫ್ ಸೈನ್ಸ್ ಅಂಡ್ ಟೆಕ್ನಾಲಜಿ ಪಾಲಿಸಿ) ಕಚೇರಿಯಲ್ಲಿ ಕೃತಕ ಬುದ್ಧಿಮತ್ತೆಯ ಹಿರಿಯ ನೀತಿ ಸಲಹೆಗಾರರಾಗಿ ಸೇವೆ ಸಲ್ಲಿಸಲಿದ್ದಾರೆ ಎಂದು ಟ್ರಂಪ್ ಭಾನುವಾರ ಅಧಿಕೃತ ಹೇಳಿಕೆಯಲ್ಲಿ ತಿಳಿಸಿದ್ದಾರೆ. bbox=[382, 1004, 564, 1047]
masthead-divider bbox=[891, 8, 892, 52]
modi-headline-line2: ಪತ್ರ ವಿತರಿಸಿದ ಪ್ರಧಾನಿ ಮೋದಿ bbox=[354, 377, 644, 412]
seema-photo bbox=[423, 718, 573, 798]
allu-story bbox=[8, 1170, 570, 1488]
masthead-day: ಮಂಗಳವಾರ bbox=[802, 33, 831, 41]
modi-col3 bbox=[581, 429, 741, 675]
seema-col3 bbox=[581, 718, 741, 898]
